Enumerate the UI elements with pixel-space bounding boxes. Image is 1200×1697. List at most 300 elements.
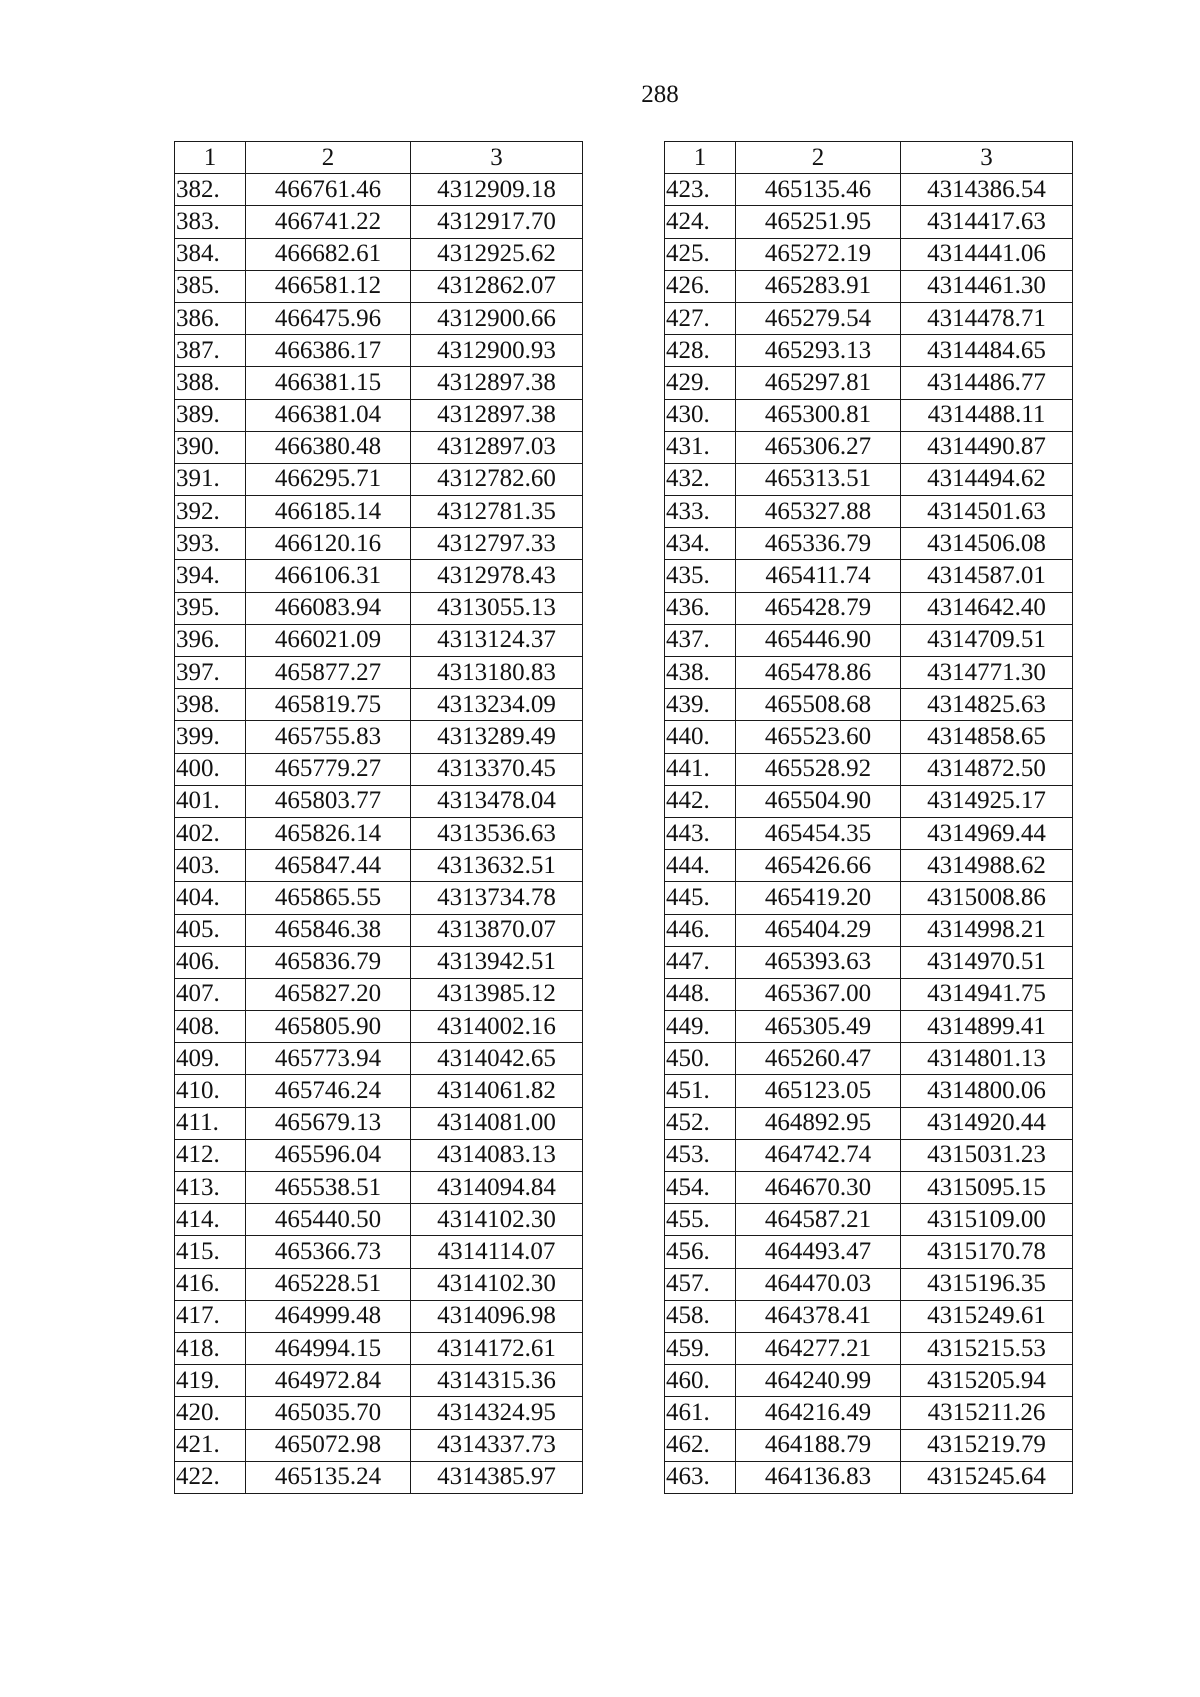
y-coordinate-cell: 4314490.87 [901,431,1073,463]
x-coordinate-cell: 465426.66 [736,850,901,882]
table-row [175,1011,583,1043]
coordinates-table-left [174,141,583,1494]
x-coordinate-cell: 465367.00 [736,978,901,1010]
table-row [665,367,1073,399]
table-row [175,1300,583,1332]
y-coordinate-cell: 4314941.75 [901,978,1073,1010]
y-coordinate-cell: 4314042.65 [411,1043,583,1075]
point-number-cell: 401. [175,785,246,817]
y-coordinate-cell: 4314094.84 [411,1172,583,1204]
x-coordinate-cell: 466120.16 [246,528,411,560]
y-coordinate-cell: 4313124.37 [411,624,583,656]
table-row [175,689,583,721]
point-number-cell: 431. [665,431,736,463]
y-coordinate-cell: 4312925.62 [411,238,583,270]
table-row [665,1332,1073,1364]
point-number-cell: 384. [175,238,246,270]
point-number-cell: 423. [665,174,736,206]
y-coordinate-cell: 4313985.12 [411,978,583,1010]
y-coordinate-cell: 4315249.61 [901,1300,1073,1332]
point-number-cell: 414. [175,1204,246,1236]
table-row [175,1043,583,1075]
point-number-cell: 443. [665,817,736,849]
y-coordinate-cell: 4314709.51 [901,624,1073,656]
y-coordinate-cell: 4315109.00 [901,1204,1073,1236]
x-coordinate-cell: 465528.92 [736,753,901,785]
table-row [665,1075,1073,1107]
x-coordinate-cell: 465865.55 [246,882,411,914]
y-coordinate-cell: 4315008.86 [901,882,1073,914]
table-row [175,302,583,334]
point-number-cell: 429. [665,367,736,399]
point-number-cell: 396. [175,624,246,656]
x-coordinate-cell: 465538.51 [246,1172,411,1204]
y-coordinate-cell: 4314172.61 [411,1332,583,1364]
x-coordinate-cell: 464670.30 [736,1172,901,1204]
x-coordinate-cell: 465805.90 [246,1011,411,1043]
y-coordinate-cell: 4313478.04 [411,785,583,817]
point-number-cell: 416. [175,1268,246,1300]
point-number-cell: 430. [665,399,736,431]
point-number-cell: 425. [665,238,736,270]
table-row [175,1365,583,1397]
table-row [175,1429,583,1461]
x-coordinate-cell: 465428.79 [736,592,901,624]
y-coordinate-cell: 4315211.26 [901,1397,1073,1429]
table-row [175,1107,583,1139]
x-coordinate-cell: 466741.22 [246,206,411,238]
point-number-cell: 437. [665,624,736,656]
point-number-cell: 424. [665,206,736,238]
table-row [175,399,583,431]
x-coordinate-cell: 465228.51 [246,1268,411,1300]
point-number-cell: 399. [175,721,246,753]
x-coordinate-cell: 465596.04 [246,1139,411,1171]
y-coordinate-cell: 4314800.06 [901,1075,1073,1107]
x-coordinate-cell: 465272.19 [736,238,901,270]
y-coordinate-cell: 4314925.17 [901,785,1073,817]
x-coordinate-cell: 465404.29 [736,914,901,946]
x-coordinate-cell: 465305.49 [736,1011,901,1043]
table-row [175,850,583,882]
x-coordinate-cell: 464136.83 [736,1461,901,1493]
y-coordinate-cell: 4314858.65 [901,721,1073,753]
y-coordinate-cell: 4314488.11 [901,399,1073,431]
point-number-cell: 392. [175,496,246,528]
y-coordinate-cell: 4312900.66 [411,302,583,334]
y-coordinate-cell: 4314441.06 [901,238,1073,270]
y-coordinate-cell: 4314386.54 [901,174,1073,206]
table-row [175,1075,583,1107]
x-coordinate-cell: 465297.81 [736,367,901,399]
table-row [665,1397,1073,1429]
table-row [665,1204,1073,1236]
table-row [175,721,583,753]
y-coordinate-cell: 4315215.53 [901,1332,1073,1364]
y-coordinate-cell: 4313234.09 [411,689,583,721]
table-row [175,657,583,689]
y-coordinate-cell: 4314970.51 [901,946,1073,978]
point-number-cell: 459. [665,1332,736,1364]
y-coordinate-cell: 4312797.33 [411,528,583,560]
table-row [665,721,1073,753]
x-coordinate-cell: 464470.03 [736,1268,901,1300]
y-coordinate-cell: 4314771.30 [901,657,1073,689]
point-number-cell: 393. [175,528,246,560]
column-header: 1 [175,142,246,174]
y-coordinate-cell: 4313055.13 [411,592,583,624]
y-coordinate-cell: 4315219.79 [901,1429,1073,1461]
x-coordinate-cell: 464493.47 [736,1236,901,1268]
table-row [665,1300,1073,1332]
x-coordinate-cell: 465446.90 [736,624,901,656]
table-row [665,1139,1073,1171]
point-number-cell: 454. [665,1172,736,1204]
point-number-cell: 445. [665,882,736,914]
y-coordinate-cell: 4314825.63 [901,689,1073,721]
y-coordinate-cell: 4312978.43 [411,560,583,592]
x-coordinate-cell: 465135.46 [736,174,901,206]
table-row [665,850,1073,882]
y-coordinate-cell: 4313734.78 [411,882,583,914]
page-number: 288 [641,81,679,108]
y-coordinate-cell: 4315170.78 [901,1236,1073,1268]
table-row [175,1204,583,1236]
x-coordinate-cell: 465366.73 [246,1236,411,1268]
x-coordinate-cell: 465826.14 [246,817,411,849]
x-coordinate-cell: 465508.68 [736,689,901,721]
y-coordinate-cell: 4314083.13 [411,1139,583,1171]
coordinates-table-right [664,141,1073,1494]
table-row [175,592,583,624]
y-coordinate-cell: 4312862.07 [411,270,583,302]
table-row [175,1397,583,1429]
point-number-cell: 406. [175,946,246,978]
table-row [175,1268,583,1300]
x-coordinate-cell: 465306.27 [736,431,901,463]
point-number-cell: 390. [175,431,246,463]
x-coordinate-cell: 466106.31 [246,560,411,592]
x-coordinate-cell: 464378.41 [736,1300,901,1332]
y-coordinate-cell: 4314484.65 [901,335,1073,367]
table-row [665,657,1073,689]
point-number-cell: 415. [175,1236,246,1268]
x-coordinate-cell: 464742.74 [736,1139,901,1171]
y-coordinate-cell: 4313870.07 [411,914,583,946]
point-number-cell: 418. [175,1332,246,1364]
point-number-cell: 386. [175,302,246,334]
point-number-cell: 405. [175,914,246,946]
point-number-cell: 446. [665,914,736,946]
column-header: 1 [665,142,736,174]
point-number-cell: 409. [175,1043,246,1075]
point-number-cell: 383. [175,206,246,238]
table-row [175,367,583,399]
y-coordinate-cell: 4313289.49 [411,721,583,753]
table-row [665,978,1073,1010]
point-number-cell: 413. [175,1172,246,1204]
y-coordinate-cell: 4314102.30 [411,1204,583,1236]
table-row [175,1139,583,1171]
x-coordinate-cell: 465803.77 [246,785,411,817]
table-row [665,399,1073,431]
column-header: 2 [736,142,901,174]
x-coordinate-cell: 465072.98 [246,1429,411,1461]
x-coordinate-cell: 466761.46 [246,174,411,206]
y-coordinate-cell: 4312897.38 [411,399,583,431]
x-coordinate-cell: 466295.71 [246,463,411,495]
y-coordinate-cell: 4314920.44 [901,1107,1073,1139]
table-row [665,624,1073,656]
table-row [175,496,583,528]
y-coordinate-cell: 4314461.30 [901,270,1073,302]
x-coordinate-cell: 466386.17 [246,335,411,367]
table-row [665,463,1073,495]
y-coordinate-cell: 4314478.71 [901,302,1073,334]
table-row [665,882,1073,914]
x-coordinate-cell: 466682.61 [246,238,411,270]
point-number-cell: 461. [665,1397,736,1429]
table-row [665,335,1073,367]
table-row [175,463,583,495]
x-coordinate-cell: 465773.94 [246,1043,411,1075]
point-number-cell: 458. [665,1300,736,1332]
x-coordinate-cell: 465293.13 [736,335,901,367]
x-coordinate-cell: 464994.15 [246,1332,411,1364]
table-row [665,560,1073,592]
point-number-cell: 385. [175,270,246,302]
table-row [175,1332,583,1364]
table-row [665,1011,1073,1043]
x-coordinate-cell: 465679.13 [246,1107,411,1139]
x-coordinate-cell: 465419.20 [736,882,901,914]
point-number-cell: 442. [665,785,736,817]
table-row [665,206,1073,238]
y-coordinate-cell: 4314324.95 [411,1397,583,1429]
x-coordinate-cell: 465877.27 [246,657,411,689]
point-number-cell: 444. [665,850,736,882]
table-row [665,1043,1073,1075]
point-number-cell: 428. [665,335,736,367]
point-number-cell: 397. [175,657,246,689]
x-coordinate-cell: 465123.05 [736,1075,901,1107]
x-coordinate-cell: 465478.86 [736,657,901,689]
x-coordinate-cell: 466381.15 [246,367,411,399]
x-coordinate-cell: 465313.51 [736,463,901,495]
table-row [665,302,1073,334]
y-coordinate-cell: 4315095.15 [901,1172,1073,1204]
y-coordinate-cell: 4313536.63 [411,817,583,849]
y-coordinate-cell: 4314587.01 [901,560,1073,592]
point-number-cell: 382. [175,174,246,206]
x-coordinate-cell: 465279.54 [736,302,901,334]
x-coordinate-cell: 465327.88 [736,496,901,528]
table-row [175,528,583,560]
point-number-cell: 427. [665,302,736,334]
point-number-cell: 421. [175,1429,246,1461]
table-row [175,785,583,817]
point-number-cell: 419. [175,1365,246,1397]
x-coordinate-cell: 464188.79 [736,1429,901,1461]
x-coordinate-cell: 465300.81 [736,399,901,431]
point-number-cell: 440. [665,721,736,753]
x-coordinate-cell: 464216.49 [736,1397,901,1429]
y-coordinate-cell: 4313942.51 [411,946,583,978]
table-row [175,1172,583,1204]
table-row [175,817,583,849]
table-row [175,882,583,914]
y-coordinate-cell: 4314501.63 [901,496,1073,528]
table-row [175,174,583,206]
point-number-cell: 388. [175,367,246,399]
y-coordinate-cell: 4314002.16 [411,1011,583,1043]
point-number-cell: 435. [665,560,736,592]
table-row [175,335,583,367]
y-coordinate-cell: 4314114.07 [411,1236,583,1268]
x-coordinate-cell: 464972.84 [246,1365,411,1397]
x-coordinate-cell: 466083.94 [246,592,411,624]
x-coordinate-cell: 465846.38 [246,914,411,946]
x-coordinate-cell: 465135.24 [246,1461,411,1493]
table-row [665,174,1073,206]
y-coordinate-cell: 4314486.77 [901,367,1073,399]
x-coordinate-cell: 466021.09 [246,624,411,656]
table-row [665,1461,1073,1493]
table-row [175,978,583,1010]
table-row [175,238,583,270]
y-coordinate-cell: 4312782.60 [411,463,583,495]
x-coordinate-cell: 465260.47 [736,1043,901,1075]
table-row [665,1429,1073,1461]
table-header-row [665,142,1073,174]
point-number-cell: 408. [175,1011,246,1043]
table-row [175,560,583,592]
point-number-cell: 387. [175,335,246,367]
y-coordinate-cell: 4315245.64 [901,1461,1073,1493]
x-coordinate-cell: 464277.21 [736,1332,901,1364]
point-number-cell: 417. [175,1300,246,1332]
point-number-cell: 412. [175,1139,246,1171]
point-number-cell: 407. [175,978,246,1010]
point-number-cell: 432. [665,463,736,495]
table-row [665,1365,1073,1397]
table-row [175,624,583,656]
x-coordinate-cell: 465847.44 [246,850,411,882]
y-coordinate-cell: 4312897.38 [411,367,583,399]
table-row [175,431,583,463]
x-coordinate-cell: 465411.74 [736,560,901,592]
table-row [665,592,1073,624]
point-number-cell: 433. [665,496,736,528]
point-number-cell: 400. [175,753,246,785]
table-row [665,1236,1073,1268]
point-number-cell: 410. [175,1075,246,1107]
point-number-cell: 391. [175,463,246,495]
x-coordinate-cell: 465251.95 [736,206,901,238]
x-coordinate-cell: 466475.96 [246,302,411,334]
point-number-cell: 404. [175,882,246,914]
table-row [665,496,1073,528]
column-header: 3 [411,142,583,174]
table-row [665,817,1073,849]
table-row [175,206,583,238]
point-number-cell: 439. [665,689,736,721]
x-coordinate-cell: 465035.70 [246,1397,411,1429]
x-coordinate-cell: 465440.50 [246,1204,411,1236]
point-number-cell: 426. [665,270,736,302]
table-row [175,1236,583,1268]
x-coordinate-cell: 464240.99 [736,1365,901,1397]
y-coordinate-cell: 4314337.73 [411,1429,583,1461]
point-number-cell: 463. [665,1461,736,1493]
y-coordinate-cell: 4314096.98 [411,1300,583,1332]
point-number-cell: 457. [665,1268,736,1300]
table-row [665,238,1073,270]
x-coordinate-cell: 465836.79 [246,946,411,978]
y-coordinate-cell: 4315196.35 [901,1268,1073,1300]
x-coordinate-cell: 465523.60 [736,721,901,753]
point-number-cell: 449. [665,1011,736,1043]
x-coordinate-cell: 464999.48 [246,1300,411,1332]
point-number-cell: 447. [665,946,736,978]
point-number-cell: 395. [175,592,246,624]
y-coordinate-cell: 4312897.03 [411,431,583,463]
y-coordinate-cell: 4312900.93 [411,335,583,367]
table-row [665,528,1073,560]
x-coordinate-cell: 465283.91 [736,270,901,302]
x-coordinate-cell: 465393.63 [736,946,901,978]
y-coordinate-cell: 4314081.00 [411,1107,583,1139]
y-coordinate-cell: 4313370.45 [411,753,583,785]
table-row [175,914,583,946]
table-row [175,753,583,785]
point-number-cell: 441. [665,753,736,785]
column-header: 3 [901,142,1073,174]
point-number-cell: 452. [665,1107,736,1139]
x-coordinate-cell: 464892.95 [736,1107,901,1139]
point-number-cell: 389. [175,399,246,431]
y-coordinate-cell: 4314969.44 [901,817,1073,849]
y-coordinate-cell: 4314642.40 [901,592,1073,624]
point-number-cell: 420. [175,1397,246,1429]
x-coordinate-cell: 465755.83 [246,721,411,753]
table-header-row [175,142,583,174]
point-number-cell: 422. [175,1461,246,1493]
table-row [665,431,1073,463]
point-number-cell: 434. [665,528,736,560]
point-number-cell: 403. [175,850,246,882]
point-number-cell: 451. [665,1075,736,1107]
y-coordinate-cell: 4312917.70 [411,206,583,238]
y-coordinate-cell: 4315205.94 [901,1365,1073,1397]
y-coordinate-cell: 4314998.21 [901,914,1073,946]
point-number-cell: 411. [175,1107,246,1139]
y-coordinate-cell: 4314899.41 [901,1011,1073,1043]
y-coordinate-cell: 4314494.62 [901,463,1073,495]
x-coordinate-cell: 465827.20 [246,978,411,1010]
point-number-cell: 456. [665,1236,736,1268]
table-row [665,1107,1073,1139]
table-row [665,753,1073,785]
point-number-cell: 394. [175,560,246,592]
y-coordinate-cell: 4314385.97 [411,1461,583,1493]
y-coordinate-cell: 4314102.30 [411,1268,583,1300]
x-coordinate-cell: 465454.35 [736,817,901,849]
y-coordinate-cell: 4312781.35 [411,496,583,528]
point-number-cell: 462. [665,1429,736,1461]
table-row [665,1268,1073,1300]
point-number-cell: 398. [175,689,246,721]
